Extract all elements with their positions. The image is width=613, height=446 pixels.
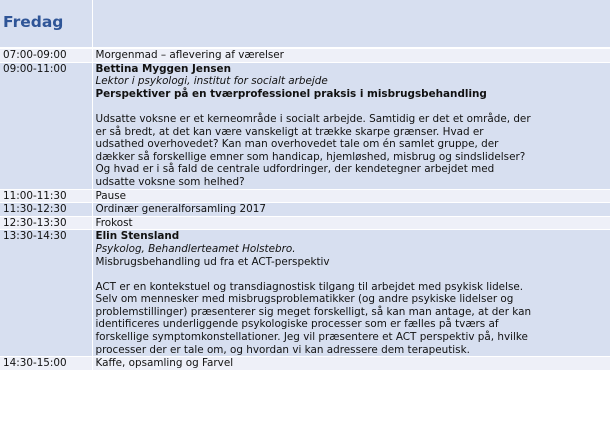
time-cell: 07:00-09:00 xyxy=(0,48,92,62)
time-cell: 09:00-11:00 xyxy=(0,62,92,189)
description-line: udsatte voksne som helhed? xyxy=(95,175,245,188)
time-cell: 13:30-14:30 xyxy=(0,230,92,357)
description-line: problemstillinger) præsenterer sig meget forskelligt, så kan man antage, at der kan xyxy=(95,305,532,318)
day-title: Fredag xyxy=(0,0,92,48)
description-line: er så bredt, at det kan være vanskeligt at trække skarpe grænser. Hvad er xyxy=(95,125,484,138)
time-cell: 11:00-11:30 xyxy=(0,189,92,203)
schedule-row xyxy=(0,216,610,230)
schedule-row xyxy=(0,189,610,203)
description-line: dækker så forskellige emner som handicap, hjemløshed, misbrug og sindslidelser? xyxy=(95,150,526,163)
time-cell: 12:30-13:30 xyxy=(0,216,92,230)
schedule-row-session xyxy=(0,62,610,189)
speaker-name: Bettina Myggen Jensen xyxy=(95,62,231,75)
schedule-header-row xyxy=(0,0,610,48)
schedule-row xyxy=(0,203,610,217)
description-line: processer der er tale om, og hvordan vi kan adressere dem terapeutisk. xyxy=(95,343,470,356)
session-cell xyxy=(92,62,610,189)
description-line: forskellige symptomkonstellationer. Jeg vil præsentere et ACT perspektiv på, hvilke xyxy=(95,331,528,344)
time-cell: 14:30-15:00 xyxy=(0,357,92,371)
description-line: Og hvad er i så fald de centrale udfordringer, der kendetegner arbejdet med xyxy=(95,163,495,176)
header-empty-cell xyxy=(92,0,610,48)
activity-cell: Ordinær generalforsamling 2017 xyxy=(92,203,610,217)
speaker-role: Psykolog, Behandlerteamet Holstebro. xyxy=(95,242,296,255)
description-line: Selv om mennesker med misbrugsproblematikker (og andre psykiske lidelser og xyxy=(95,293,514,306)
schedule-row xyxy=(0,48,610,62)
session-description xyxy=(96,281,610,357)
activity-cell: Kaffe, opsamling og Farvel xyxy=(92,357,610,371)
speaker-name: Elin Stensland xyxy=(95,230,180,243)
schedule-row xyxy=(0,357,610,371)
schedule-row-session xyxy=(0,230,610,357)
session-title: Misbrugsbehandling ud fra et ACT-perspektiv xyxy=(95,255,330,268)
description-line: ACT er en kontekstuel og transdiagnostisk tilgang til arbejdet med psykisk lidelse. xyxy=(95,280,524,293)
description-line: Udsatte voksne er et kerneområde i socialt arbejde. Samtidig er det et område, der xyxy=(95,112,531,125)
speaker-role: Lektor i psykologi, institut for socialt arbejde xyxy=(95,75,328,88)
session-cell xyxy=(92,230,610,357)
time-cell: 11:30-12:30 xyxy=(0,203,92,217)
activity-cell: Frokost xyxy=(92,216,610,230)
description-line: udsathed overhovedet? Kan man overhovedet tale om én samlet gruppe, der xyxy=(95,138,499,151)
session-description xyxy=(96,113,610,189)
session-title: Perspektiver på en tværprofessionel praksis i misbrugsbehandling xyxy=(95,87,487,100)
activity-cell: Pause xyxy=(92,189,610,203)
activity-cell: Morgenmad – aflevering af værelser xyxy=(92,48,610,62)
description-line: identificeres underliggende psykologiske processer som er fælles på tværs af xyxy=(95,318,499,331)
